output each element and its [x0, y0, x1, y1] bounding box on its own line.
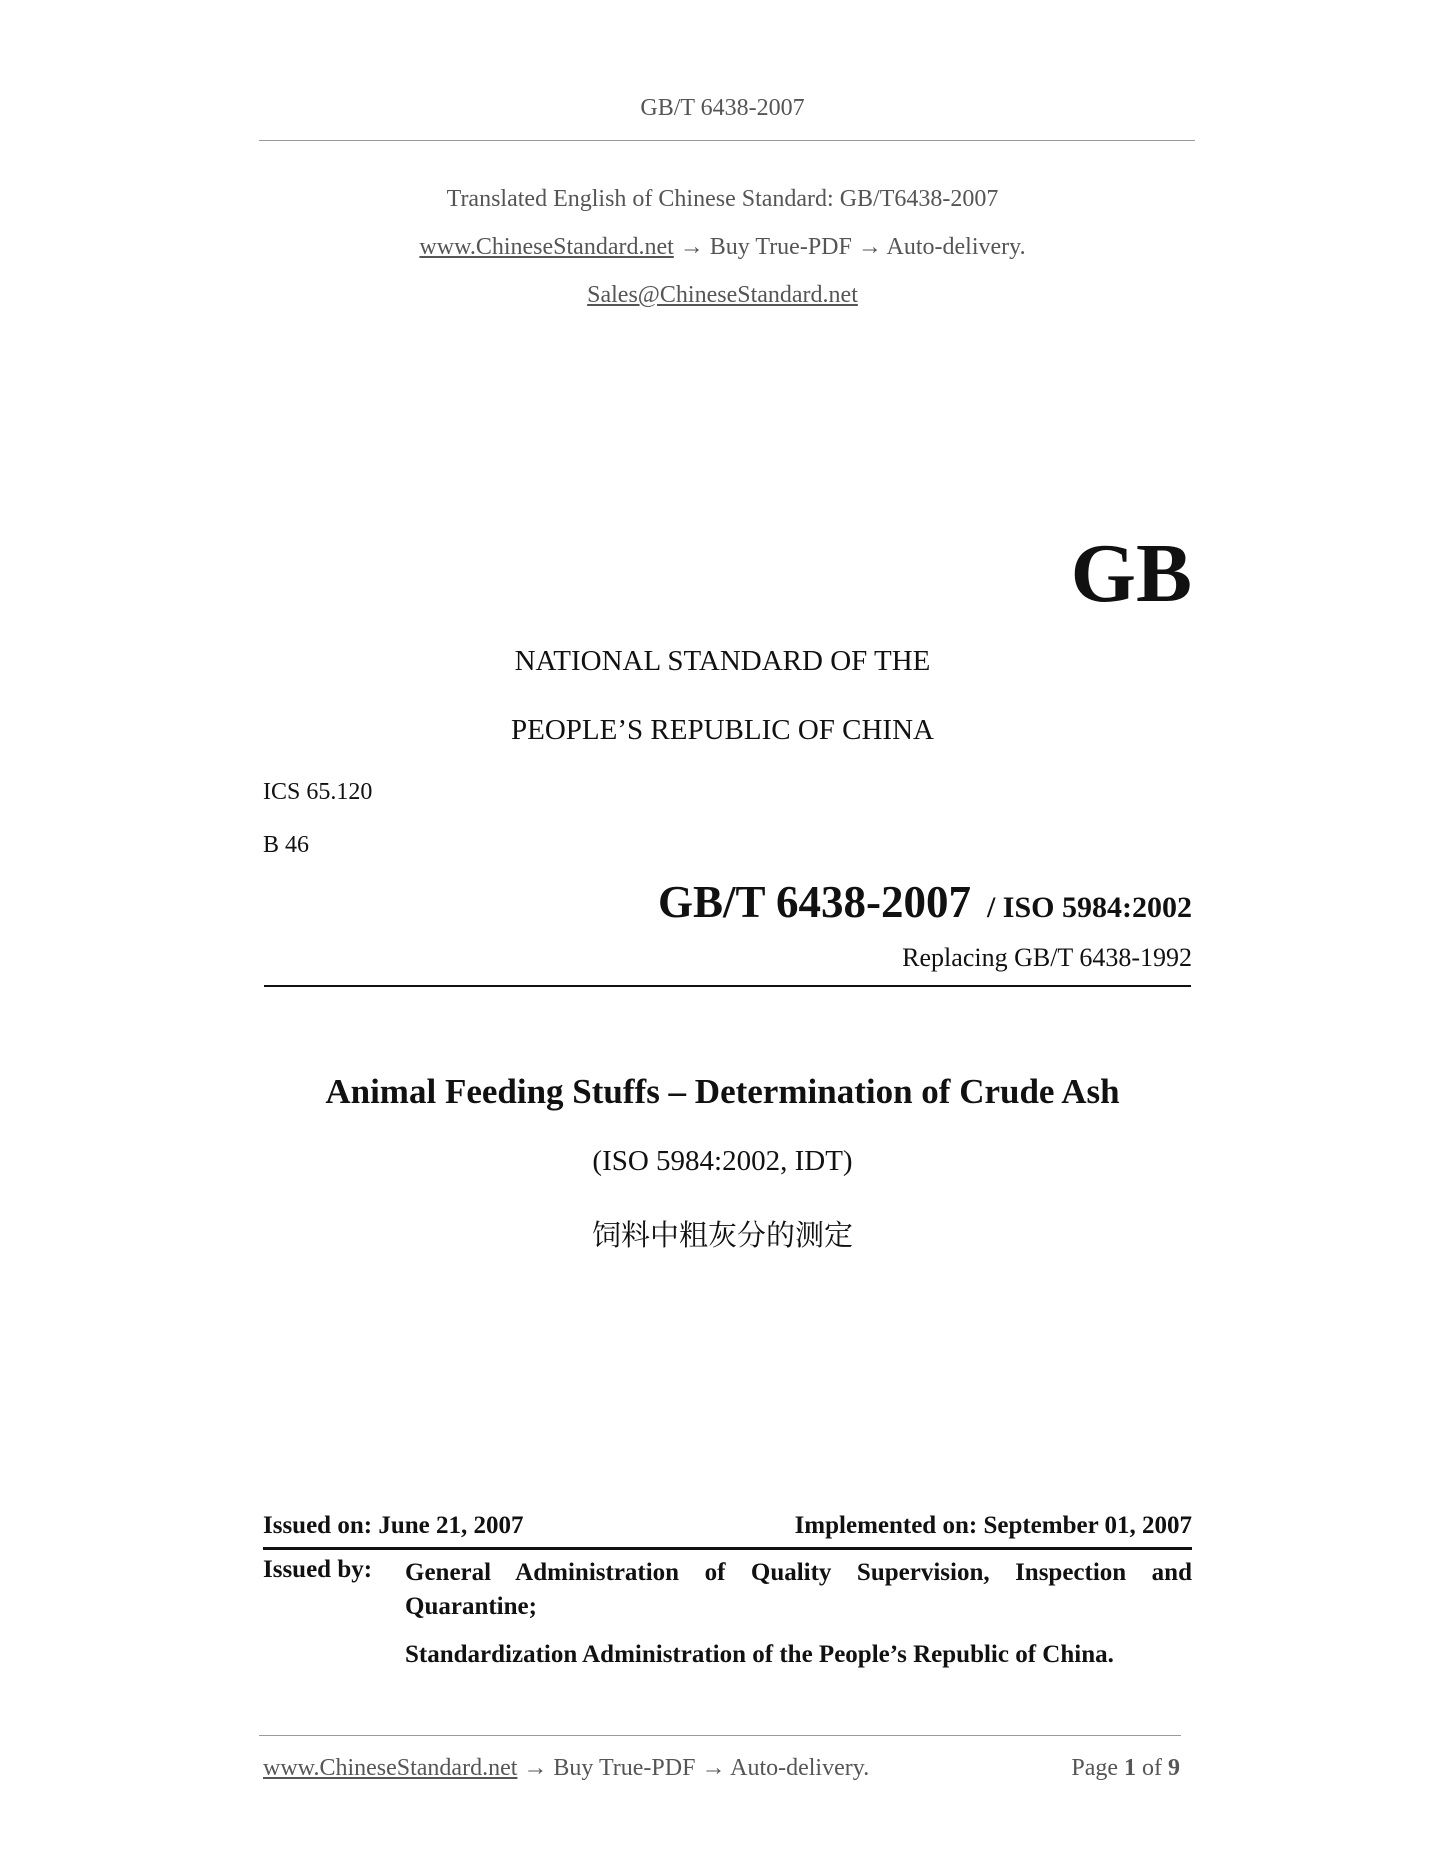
- issued-by-label: Issued by:: [263, 1556, 373, 1583]
- document-title: Animal Feeding Stuffs – Determination of Crude Ash: [325, 1072, 1120, 1111]
- translation-notice: Translated English of Chinese Standard: GB/T6438-2007: [446, 186, 999, 212]
- ics-code: ICS 65.120: [263, 779, 373, 805]
- page-label: Page: [1071, 1755, 1118, 1781]
- iso-equivalence: (ISO 5984:2002, IDT): [592, 1145, 853, 1177]
- site-link[interactable]: www.ChineseStandard.net: [419, 234, 674, 260]
- footer-divider: [259, 1735, 1181, 1736]
- gb-mark: GB: [1070, 527, 1192, 620]
- standard-number: GB/T 6438-2007: [658, 877, 971, 927]
- issuer-2: Standardization Administration of the People’s Republic of China.: [405, 1641, 1114, 1668]
- footer-buy-text: → Buy True-PDF → Auto-delivery.: [523, 1755, 870, 1781]
- dates-divider: [263, 1547, 1192, 1550]
- ccs-code: B 46: [263, 832, 310, 858]
- national-standard-line-2: PEOPLE’S REPUBLIC OF CHINA: [511, 714, 934, 746]
- buy-text: → Buy True-PDF → Auto-delivery.: [679, 234, 1026, 260]
- iso-equivalent-number: / ISO 5984:2002: [986, 891, 1192, 924]
- footer-site-link[interactable]: www.ChineseStandard.net: [263, 1755, 518, 1781]
- standard-number-line: [658, 877, 1192, 927]
- sales-line: [0, 282, 1445, 309]
- issuer-1: General Administration of Quality Supervision, Inspection and Quarantine;: [405, 1559, 1192, 1620]
- page-indicator: [1071, 1755, 1180, 1782]
- footer-buy-line: [263, 1755, 869, 1782]
- national-standard-line-1: NATIONAL STANDARD OF THE: [514, 645, 931, 677]
- issued-on-date: Issued on: June 21, 2007: [263, 1512, 524, 1539]
- running-header: GB/T 6438-2007: [640, 95, 805, 121]
- chinese-title: 饲料中粗灰分的测定: [591, 1218, 853, 1252]
- page-total: 9: [1168, 1755, 1180, 1781]
- buy-line: [0, 234, 1445, 261]
- header-divider: [259, 140, 1195, 141]
- implemented-on-date: Implemented on: September 01, 2007: [794, 1512, 1192, 1539]
- sales-email-link[interactable]: Sales@ChineseStandard.net: [587, 282, 858, 308]
- standard-number-divider: [264, 985, 1191, 987]
- replacing-note: Replacing GB/T 6438-1992: [902, 943, 1192, 972]
- page-of: of: [1142, 1755, 1162, 1781]
- page-current: 1: [1124, 1755, 1136, 1781]
